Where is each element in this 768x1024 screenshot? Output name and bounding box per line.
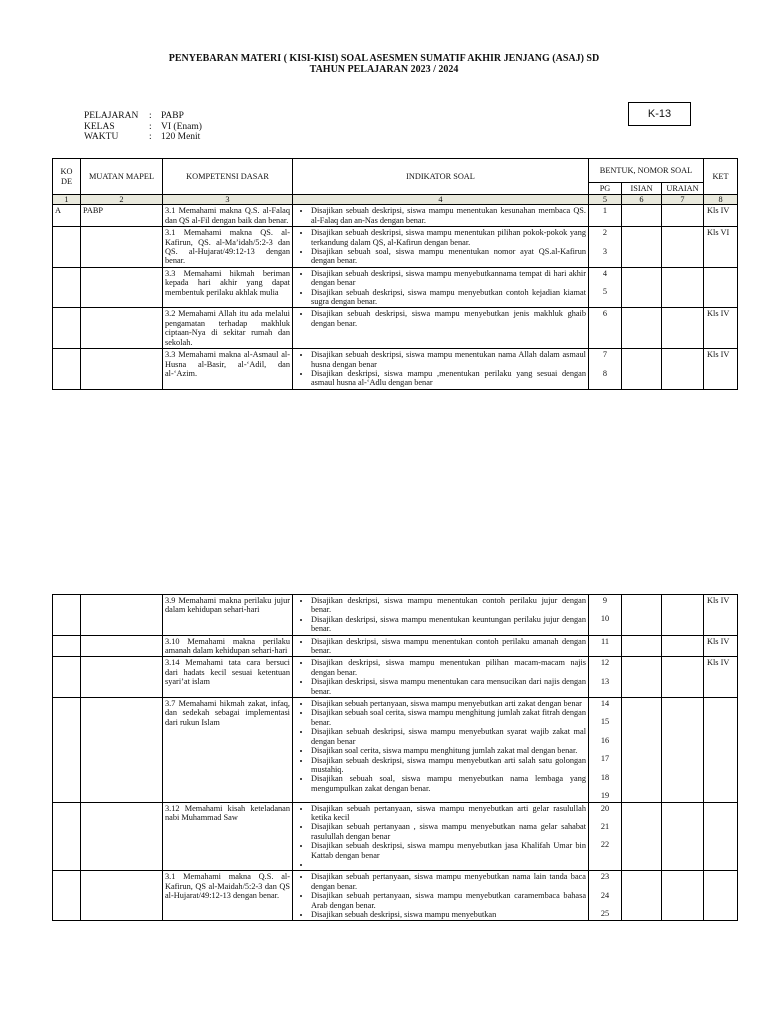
uraian-cell <box>662 595 704 636</box>
isian-cell <box>622 802 662 871</box>
indicator-item <box>311 860 586 869</box>
uraian-cell <box>662 698 704 802</box>
indicator-item: • Disajikan sebuah pertanyaan, siswa mampu menyebutkan arti gelar rasulullah ketika kecil <box>311 804 586 823</box>
indicator-cell <box>293 205 589 227</box>
col-header-indikator: INDIKATOR SOAL <box>293 159 589 195</box>
kode-cell <box>53 349 81 390</box>
indicator-item: • Disajikan sebuah pertanyaan, siswa mampu menyebutkan nama lain tanda baca dengan benar. <box>311 872 586 891</box>
indicator-cell <box>293 698 589 802</box>
ket-cell <box>704 871 738 921</box>
question-number: 15 <box>600 717 610 727</box>
curriculum-badge: K-13 <box>628 102 691 126</box>
subject-value: PABP <box>161 111 184 121</box>
question-number: 14 <box>600 699 610 709</box>
indicator-item: • Disajikan deskripsi, siswa mampu menentukan pilihan macam-macam najis dengan benar. <box>311 658 586 677</box>
question-number: 13 <box>600 676 610 686</box>
indicator-item: • Disajikan sebuah soal, siswa mampu menentukan nomor ayat QS.al-Kafirun dengan benar. <box>311 247 586 266</box>
col-header-mapel: MUATAN MAPEL <box>81 159 163 195</box>
question-number: 7 <box>602 350 608 360</box>
grid-table-2 <box>52 594 738 921</box>
col-number: 3 <box>163 195 293 205</box>
indicator-cell <box>293 595 589 636</box>
indicator-item: • Disajikan soal cerita, siswa mampu menghitung jumlah zakat mal dengan benar. <box>311 746 586 755</box>
isian-cell <box>622 308 662 349</box>
indicator-list <box>295 309 586 328</box>
kd-cell: 3.14 Memahami tata cara bersuci dari hadats kecil sesuai ketentuan syari’at islam <box>163 657 293 698</box>
pg-cell <box>589 349 622 390</box>
time-label: WAKTU <box>84 132 119 142</box>
table-row <box>53 635 738 657</box>
question-number: 1 <box>602 206 608 216</box>
indicator-list <box>295 350 586 388</box>
indicator-item: • Disajikan sebuah pertanyaan , siswa mampu menyebutkan nama gelar sahabat rasulullah dengan benar <box>311 822 586 841</box>
col-number: 2 <box>81 195 163 205</box>
indicator-item: • Disajikan deskripsi, siswa mampu ,menentukan perilaku yang sesuai dengan asmaul husna al-‘Adlu dengan benar <box>311 369 586 388</box>
question-number: 19 <box>600 791 610 801</box>
ket-cell: Kls VI <box>704 227 738 268</box>
isian-cell <box>622 657 662 698</box>
table-row <box>53 267 738 308</box>
indicator-item: • Disajikan sebuah soal, siswa mampu menyebutkan nama lembaga yang mengumpulkan zakat dengan benar. <box>311 774 586 793</box>
indicator-item: • Disajikan sebuah deskripsi, siswa mampu menentukan pilihan pokok-pokok yang terkandung dalam QS, al-Kafirun dengan benar. <box>311 228 586 247</box>
isian-cell <box>622 205 662 227</box>
kd-cell: 3.9 Memahami makna perilaku jujur dalam kehidupan sehari-hari <box>163 595 293 636</box>
indicator-item: • Disajikan sebuah pertanyaan, siswa mampu menyebutkan arti zakat dengan benar <box>311 699 586 708</box>
pg-cell <box>589 698 622 802</box>
indicator-item: • Disajikan sebuah deskripsi, siswa mampu menyebutkan jasa Khalifah Umar bin Kattab dengan benar <box>311 841 586 860</box>
kode-cell <box>53 635 81 657</box>
question-number: 2 <box>602 228 608 238</box>
subject-info <box>84 111 202 143</box>
kode-cell <box>53 227 81 268</box>
indicator-list <box>295 658 586 696</box>
pg-cell <box>589 267 622 308</box>
ket-cell: Kls IV <box>704 205 738 227</box>
col-number: 7 <box>662 195 704 205</box>
uraian-cell <box>662 657 704 698</box>
mapel-cell <box>81 657 163 698</box>
table-row <box>53 698 738 802</box>
class-value: VI (Enam) <box>161 121 202 132</box>
colon: : <box>149 111 152 121</box>
indicator-item: • Disajikan deskripsi, siswa mampu menentukan cara mensucikan dari najis dengan benar. <box>311 677 586 696</box>
kd-cell: 3.2 Memahami Allah itu ada melalui pengamatan terhadap makhluk ciptaan-Nya di sekitar rumah dan sekolah. <box>163 308 293 349</box>
indicator-cell <box>293 349 589 390</box>
isian-cell <box>622 267 662 308</box>
indicator-cell <box>293 227 589 268</box>
pg-cell <box>589 595 622 636</box>
ket-cell <box>704 698 738 802</box>
ket-cell <box>704 802 738 871</box>
isian-cell <box>622 227 662 268</box>
kode-cell <box>53 698 81 802</box>
indicator-item: • Disajikan sebuah deskripsi, siswa mampu menyebutkan contoh kejadian kiamat sugra dengan benar. <box>311 288 586 307</box>
col-header-isian: ISIAN <box>622 183 662 195</box>
mapel-cell <box>81 595 163 636</box>
question-number: 21 <box>600 821 610 831</box>
indicator-item: • Disajikan sebuah soal cerita, siswa mampu menghitung jumlah zakat fitrah dengan benar. <box>311 708 586 727</box>
question-number: 17 <box>600 754 610 764</box>
indicator-cell <box>293 308 589 349</box>
table-row <box>53 657 738 698</box>
table-row <box>53 871 738 921</box>
col-header-uraian: URAIAN <box>662 183 704 195</box>
kode-cell <box>53 657 81 698</box>
table-row <box>53 802 738 871</box>
kd-cell: 3.1 Memahami makna Q.S. al-Falaq dan QS al-Fil dengan baik dan benar. <box>163 205 293 227</box>
ket-cell: Kls IV <box>704 657 738 698</box>
question-number: 24 <box>600 890 610 900</box>
grid-table-1 <box>52 158 738 390</box>
kd-cell: 3.3 Memahami makna al-Asmaul al-Husna al-Basir, al-‘Adil, dan al-‘Azim. <box>163 349 293 390</box>
indicator-list <box>295 596 586 634</box>
ket-cell: Kls IV <box>704 349 738 390</box>
col-header-kd: KOMPETENSI DASAR <box>163 159 293 195</box>
indicator-cell <box>293 657 589 698</box>
mapel-cell <box>81 349 163 390</box>
uraian-cell <box>662 871 704 921</box>
mapel-cell <box>81 802 163 871</box>
subject-label: PELAJARAN <box>84 111 139 121</box>
col-header-ket: KET <box>704 159 738 195</box>
mapel-cell <box>81 267 163 308</box>
pg-cell <box>589 205 622 227</box>
table-row <box>53 205 738 227</box>
ket-cell: Kls IV <box>704 635 738 657</box>
indicator-list <box>295 637 586 656</box>
indicator-list <box>295 269 586 307</box>
school-year: TAHUN PELAJARAN 2023 / 2024 <box>309 64 459 75</box>
mapel-cell <box>81 227 163 268</box>
kode-cell <box>53 595 81 636</box>
isian-cell <box>622 349 662 390</box>
indicator-item: • Disajikan sebuah pertanyaan, siswa mampu menyebutkan caramembaca bahasa Arab dengan benar. <box>311 891 586 910</box>
uraian-cell <box>662 802 704 871</box>
kd-cell: 3.7 Memahami hikmah zakat, infaq, dan sedekah sebagai implementasi dari rukun Islam <box>163 698 293 802</box>
question-number: 16 <box>600 735 610 745</box>
uraian-cell <box>662 635 704 657</box>
indicator-cell <box>293 802 589 871</box>
mapel-cell <box>81 698 163 802</box>
colon: : <box>149 132 152 142</box>
uraian-cell <box>662 349 704 390</box>
uraian-cell <box>662 308 704 349</box>
mapel-cell <box>81 635 163 657</box>
question-number: 5 <box>602 287 608 297</box>
question-number: 25 <box>600 909 610 919</box>
indicator-item: • Disajikan deskripsi, siswa mampu menentukan keuntungan perilaku jujur dengan benar. <box>311 615 586 634</box>
kode-cell <box>53 871 81 921</box>
indicator-item: • Disajikan sebuah deskripsi, siswa mampu menyebutkan arti salah satu golongan mustahiq. <box>311 756 586 775</box>
document-title: PENYEBARAN MATERI ( KISI-KISI) SOAL ASESMEN SUMATIF AKHIR JENJANG (ASAJ) SD <box>168 53 600 64</box>
question-number: 4 <box>602 268 608 278</box>
indicator-item: • Disajikan sebuah deskripsi, siswa mampu menyebutkan <box>311 910 586 919</box>
indicator-list <box>295 228 586 266</box>
indicator-cell <box>293 267 589 308</box>
kd-cell: 3.1 Memahami makna QS. al-Kafirun, QS. al-Ma’idah/5:2-3 dan QS. al-Hujarat/49:12-13 dengan benar. <box>163 227 293 268</box>
mapel-cell: PABP <box>81 205 163 227</box>
kode-cell <box>53 267 81 308</box>
col-header-pg: PG <box>589 183 622 195</box>
col-number: 5 <box>589 195 622 205</box>
pg-cell <box>589 657 622 698</box>
col-header-kode: KO DE <box>53 159 81 195</box>
kode-cell <box>53 802 81 871</box>
isian-cell <box>622 635 662 657</box>
isian-cell <box>622 698 662 802</box>
indicator-item: • Disajikan deskripsi, siswa mampu menentukan contoh perilaku jujur dengan benar. <box>311 596 586 615</box>
indicator-item: • Disajikan sebuah deskripsi, siswa mampu menentukan kesunahan membaca QS. al-Falaq dan an-Nas dengan benar. <box>311 206 586 225</box>
indicator-item: • Disajikan sebuah deskripsi, siswa mampu menyebutkannama tempat di hari akhir dengan benar <box>311 269 586 288</box>
question-number: 8 <box>602 368 608 378</box>
pg-cell <box>589 802 622 871</box>
col-number: 8 <box>704 195 738 205</box>
question-number: 22 <box>600 840 610 850</box>
isian-cell <box>622 595 662 636</box>
ket-cell: Kls IV <box>704 595 738 636</box>
indicator-list <box>295 872 586 919</box>
class-label: KELAS <box>84 121 115 132</box>
indicator-list <box>295 804 586 870</box>
pg-cell <box>589 227 622 268</box>
indicator-cell <box>293 635 589 657</box>
indicator-item: • Disajikan deskripsi, siswa mampu menentukan contoh perilaku amanah dengan benar. <box>311 637 586 656</box>
table-row <box>53 595 738 636</box>
ket-cell <box>704 267 738 308</box>
isian-cell <box>622 871 662 921</box>
kode-cell <box>53 308 81 349</box>
col-number: 4 <box>293 195 589 205</box>
question-number: 23 <box>600 872 610 882</box>
kd-cell: 3.12 Memahami kisah keteladanan nabi Muhammad Saw <box>163 802 293 871</box>
mapel-cell <box>81 308 163 349</box>
indicator-list <box>295 699 586 793</box>
question-number: 3 <box>602 246 608 256</box>
question-number: 12 <box>600 658 610 668</box>
kode-cell: A <box>53 205 81 227</box>
time-value: 120 Menit <box>161 132 201 142</box>
indicator-item: • Disajikan sebuah deskripsi, siswa mampu menentukan nama Allah dalam asmaul husna dengan benar <box>311 350 586 369</box>
table-row <box>53 308 738 349</box>
indicator-cell <box>293 871 589 921</box>
pg-cell <box>589 308 622 349</box>
question-number: 6 <box>602 309 608 319</box>
kd-cell: 3.10 Memahami makna perilaku amanah dalam kehidupan sehari-hari <box>163 635 293 657</box>
question-number: 9 <box>602 596 608 605</box>
question-number: 10 <box>600 614 610 624</box>
pg-cell <box>589 871 622 921</box>
kd-cell: 3.3 Memahami hikmah beriman kepada hari akhir yang dapat membentuk perilaku akhlak mulia <box>163 267 293 308</box>
uraian-cell <box>662 227 704 268</box>
ket-cell: Kls IV <box>704 308 738 349</box>
col-header-bentuk: BENTUK, NOMOR SOAL <box>589 159 704 183</box>
question-number: 20 <box>600 803 610 813</box>
question-number: 18 <box>600 772 610 782</box>
table-row <box>53 349 738 390</box>
kd-cell: 3.1 Memahami makna Q.S. al-Kafirun, QS al-Maidah/5:2-3 dan QS al-Hujarat/49:12-13 dengan benar. <box>163 871 293 921</box>
col-number: 1 <box>53 195 81 205</box>
uraian-cell <box>662 267 704 308</box>
mapel-cell <box>81 871 163 921</box>
indicator-item: • Disajikan sebuah deskripsi, siswa mampu menyebutkan syarat wajib zakat mal dengan benar <box>311 727 586 746</box>
indicator-list <box>295 206 586 225</box>
colon: : <box>149 121 152 132</box>
question-number: 11 <box>601 636 609 646</box>
table-row <box>53 227 738 268</box>
pg-cell <box>589 635 622 657</box>
col-number: 6 <box>622 195 662 205</box>
uraian-cell <box>662 205 704 227</box>
indicator-item: • Disajikan sebuah deskripsi, siswa mampu menyebutkan jenis makhluk ghaib dengan benar. <box>311 309 586 328</box>
